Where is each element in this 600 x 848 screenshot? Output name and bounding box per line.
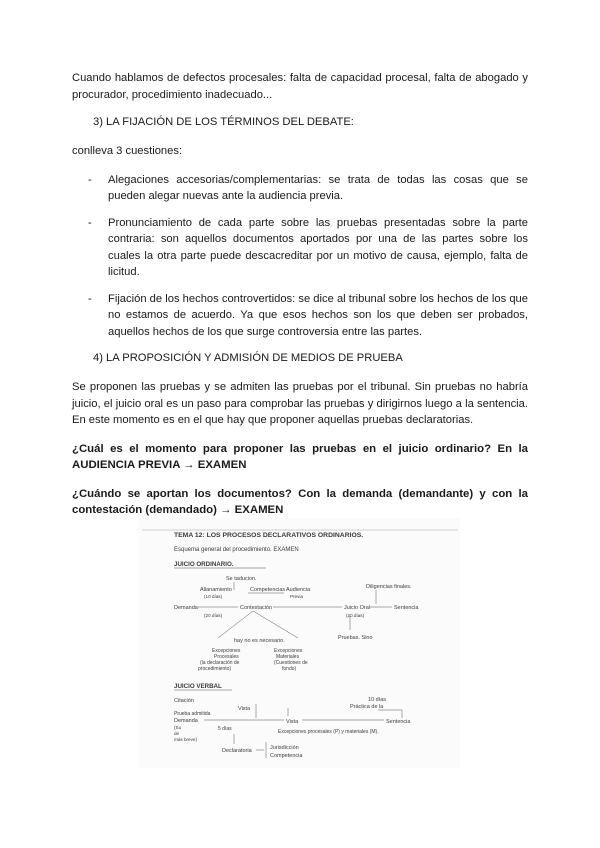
svg-text:(Su: (Su — [174, 725, 182, 730]
svg-text:(20 días): (20 días) — [346, 613, 365, 618]
svg-text:de: de — [174, 731, 180, 736]
svg-text:Prueba admitida: Prueba admitida — [174, 711, 211, 717]
svg-text:Demanda: Demanda — [174, 605, 198, 611]
list-item: - Fijación de los hechos controvertidos: se dice al tribunal sobre los hechos de los que no estamos de acuerdo. Ya que esos hechos son los que deben ser probados, aquellos hechos de los que surge controversia entre las partes. — [88, 292, 528, 338]
diagram-subtitle: Esquema general del procedimiento. EXAMEN — [174, 547, 299, 553]
document-page — [72, 70, 528, 531]
bullet-list — [72, 172, 528, 341]
svg-text:más breve): más breve) — [174, 737, 197, 742]
svg-text:Previa: Previa — [290, 594, 304, 599]
svg-text:Excepciones procesales (P) y m: Excepciones procesales (P) y materiales (M). — [278, 729, 379, 735]
svg-text:5 días: 5 días — [218, 726, 232, 732]
verbal-heading: JUICIO VERBAL — [174, 683, 222, 690]
svg-text:Sentencia: Sentencia — [394, 605, 419, 611]
svg-text:Audiencia: Audiencia — [286, 587, 311, 593]
heading-proposicion: 4) LA PROPOSICIÓN Y ADMISIÓN DE MEDIOS DE PRUEBA — [93, 352, 403, 364]
svg-text:Vista: Vista — [238, 706, 251, 712]
svg-text:Sentencia: Sentencia — [386, 719, 411, 725]
svg-text:Pruebas. Sino: Pruebas. Sino — [338, 635, 373, 641]
svg-text:Allanamiento: Allanamiento — [200, 587, 232, 593]
svg-text:Jurisdicción: Jurisdicción — [270, 745, 299, 751]
diagram-title: TEMA 12: LOS PROCESOS DECLARATIVOS ORDINARIOS. — [174, 532, 364, 539]
ordinario-heading: JUICIO ORDINARIO. — [174, 561, 234, 568]
svg-text:(10 días): (10 días) — [204, 594, 223, 599]
svg-text:procedimiento): procedimiento) — [198, 666, 232, 672]
svg-text:(la declaración de: (la declaración de — [200, 660, 240, 666]
svg-text:Competencia: Competencia — [270, 753, 303, 759]
heading-fijacion: 3) LA FIJACIÓN DE LOS TÉRMINOS DEL DEBATE: — [93, 116, 354, 128]
svg-text:Demanda: Demanda — [174, 718, 198, 724]
svg-text:Excepciones: Excepciones — [274, 648, 303, 654]
paragraph-proposicion: Se proponen las pruebas y se admiten las pruebas por el tribunal. Sin pruebas no habría juicio, el juicio oral es un paso para comprobar las pruebas y dirigirnos luego a la sentencia. En este momento es en el que hay que proponer aquellas pruebas declaratorias. — [72, 381, 528, 426]
svg-text:fondo): fondo) — [282, 666, 297, 672]
svg-text:Competencias: Competencias — [250, 587, 286, 593]
svg-text:Diligencias finales.: Diligencias finales. — [366, 584, 412, 590]
svg-text:Citación: Citación — [174, 698, 194, 704]
svg-text:Contestación: Contestación — [240, 605, 273, 611]
svg-text:(Cuestiones de: (Cuestiones de — [274, 660, 308, 666]
paragraph-conlleva: conlleva 3 cuestiones: — [72, 145, 183, 157]
question-examen-2: ¿Cuándo se aportan los documentos? Con la demanda (demandante) y con la contestación (demandado) → EXAMEN — [72, 487, 528, 516]
list-item: - Pronunciamiento de cada parte sobre las pruebas presentadas sobre la parte contraria: son aquellos documentos aportados por una de las partes sobre los cuales la otra parte puede descacreditar por un motivo de causa, ejemplo, falta de licitud. — [88, 216, 528, 278]
svg-text:Declaratoria: Declaratoria — [222, 748, 252, 754]
svg-text:Vista: Vista — [286, 719, 299, 725]
question-examen-1: ¿Cuál es el momento para proponer las pruebas en el juicio ordinario? En la AUDIENCIA PREVIA → EXAMEN — [72, 442, 528, 471]
svg-text:Excepciones: Excepciones — [212, 648, 241, 654]
svg-text:Procesales: Procesales — [214, 654, 239, 660]
list-item: - Alegaciones accesorias/complementarias: se trata de todas las cosas que se pueden alegar nuevas ante la audiencia previa. — [88, 173, 528, 202]
svg-text:hay no es necesario.: hay no es necesario. — [234, 638, 285, 644]
scanned-diagram — [138, 518, 460, 768]
svg-text:Se taducion.: Se taducion. — [226, 576, 257, 582]
svg-text:Juicio Oral: Juicio Oral — [344, 605, 370, 611]
paragraph-defectos: Cuando hablamos de defectos procesales: falta de capacidad procesal, falta de abogado y procurador, procedimiento inadecuado... — [72, 72, 528, 101]
svg-text:Práctica de la: Práctica de la — [350, 704, 384, 710]
svg-text:Materiales: Materiales — [276, 654, 300, 660]
svg-text:(20 días): (20 días) — [204, 613, 223, 618]
svg-text:10 días: 10 días — [368, 697, 387, 703]
procedure-diagram — [138, 518, 460, 768]
